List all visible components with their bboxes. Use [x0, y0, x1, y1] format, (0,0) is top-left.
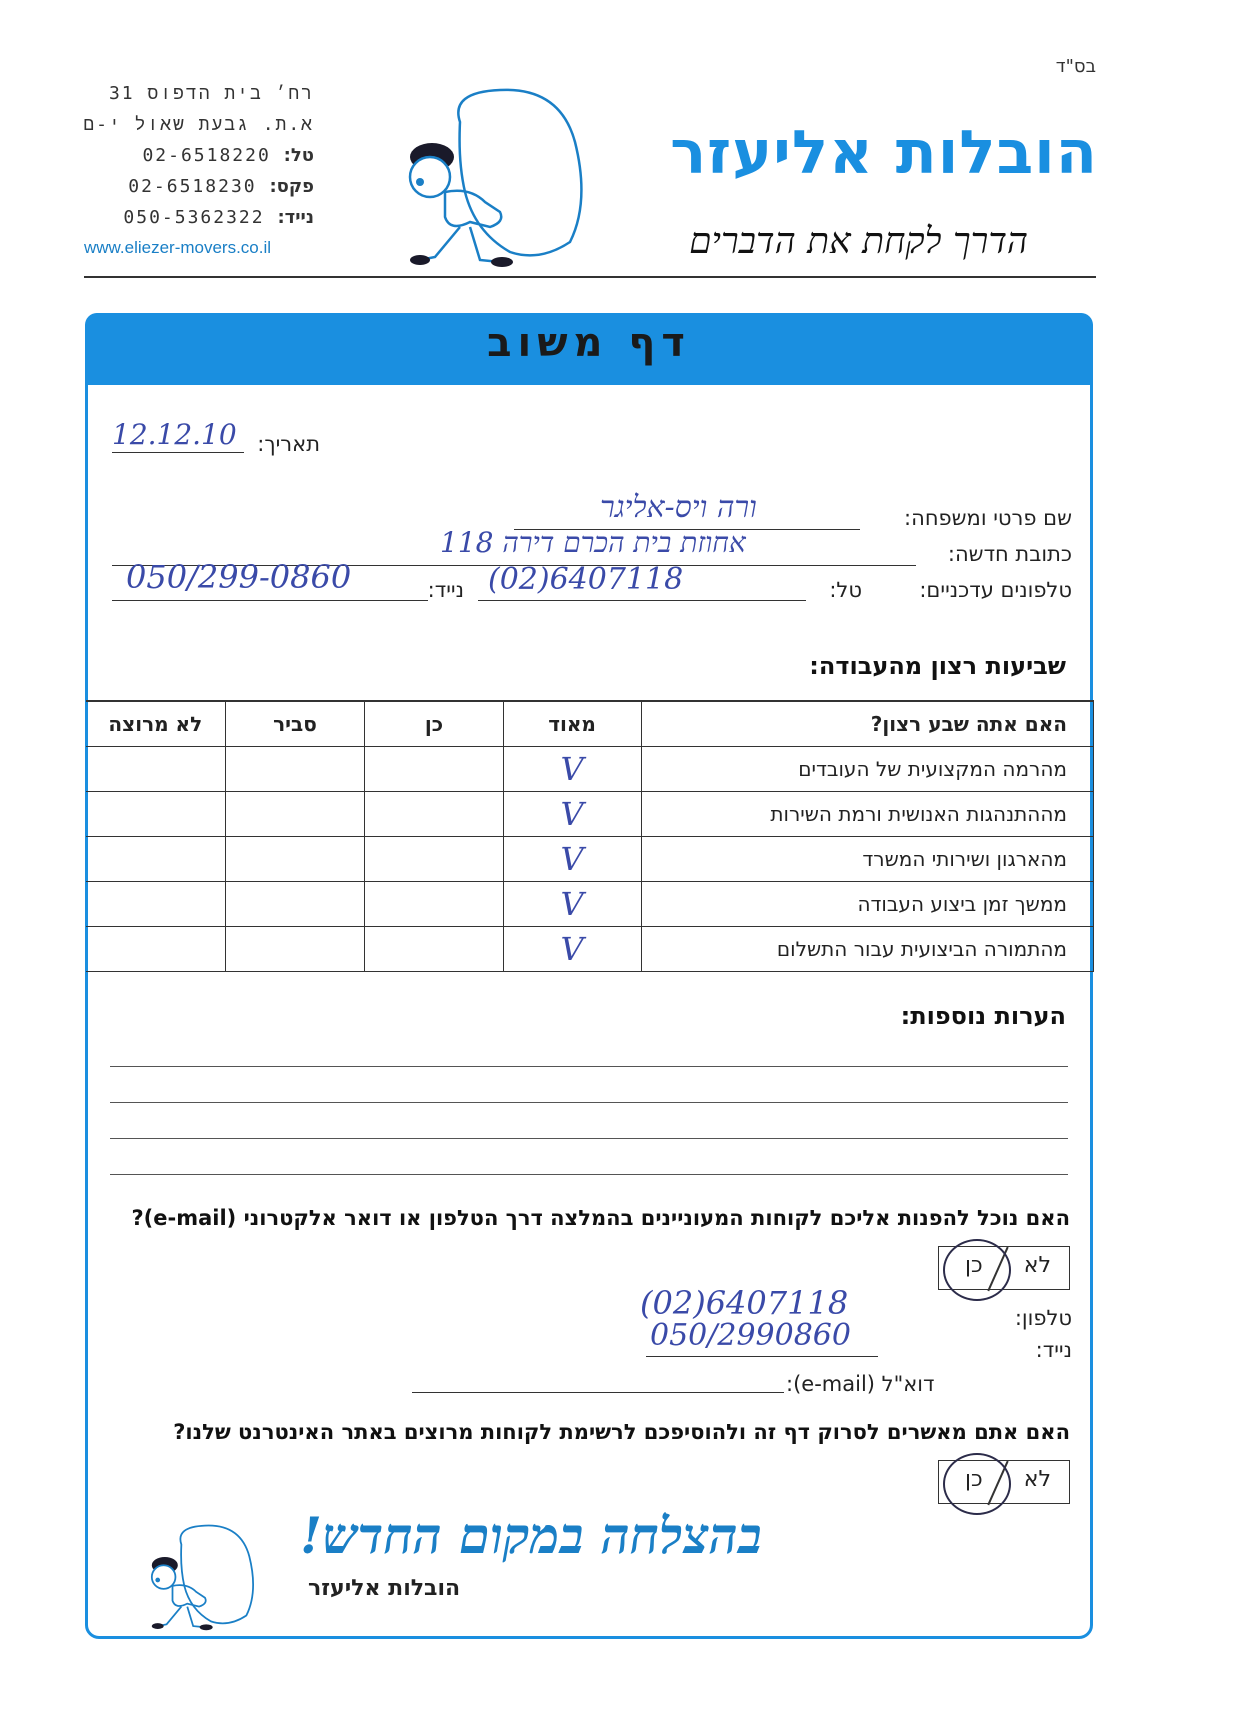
referral-yes-option[interactable]: כן — [965, 1253, 983, 1278]
row-question: מהרמה המקצועית של העובדים — [641, 747, 1093, 792]
date-value[interactable]: 12.12.10 — [112, 418, 237, 451]
notes-line[interactable] — [110, 1174, 1068, 1175]
phone-row — [84, 140, 314, 171]
mark-dissatisfied[interactable] — [86, 792, 225, 837]
notes-line[interactable] — [110, 1138, 1068, 1139]
form-title: דף משוב — [487, 320, 691, 366]
referral-phone-value[interactable]: (02)6407118 — [640, 1284, 849, 1322]
mobile-label: נייד: — [277, 207, 314, 228]
column-header-dissatisfied: לא מרוצה — [86, 701, 225, 747]
footer-company: הובלות אליעזר — [308, 1576, 461, 1601]
referral-email-line[interactable] — [412, 1392, 784, 1393]
mobile-line — [112, 600, 428, 601]
mark-very[interactable]: V — [503, 837, 641, 882]
referral-mobile-line — [646, 1356, 878, 1357]
mark-very[interactable]: V — [503, 927, 641, 972]
row-question: מההתנהגות האנושית ורמת השירות — [641, 792, 1093, 837]
mover-mascot-footer — [140, 1520, 270, 1640]
referral-email-label: דוא"ל (e-mail): — [786, 1372, 935, 1396]
publish-question: האם אתם מאשרים לסרוק דף זה ולהוסיפכם לרשימת לקוחות מרוצים באתר האינטרנט שלנו? — [173, 1420, 1070, 1444]
mark-dissatisfied[interactable] — [86, 882, 225, 927]
bsd-mark: בס"ד — [1055, 56, 1096, 77]
table-header-row — [86, 701, 1094, 747]
column-header-very: מאוד — [503, 701, 641, 747]
referral-mobile-label: נייד: — [1035, 1338, 1072, 1362]
header-divider — [84, 276, 1096, 278]
contact-block — [84, 78, 314, 233]
address-line-2: א.ת. גבעת שאול י-ם — [83, 114, 314, 135]
referral-no-option[interactable]: לא — [1023, 1253, 1051, 1278]
address-label: כתובת חדשה: — [947, 542, 1072, 566]
satisfaction-heading: שביעות רצון מהעבודה: — [809, 652, 1066, 680]
tel-label: טל: — [829, 578, 862, 602]
notes-line[interactable] — [110, 1066, 1068, 1067]
brand-name: הובלות אליעזר — [670, 118, 1098, 188]
fax-value: 02-6518230 — [128, 176, 257, 197]
mark-yes[interactable] — [365, 792, 503, 837]
mark-very[interactable]: V — [503, 882, 641, 927]
row-question: ממשך זמן ביצוע העבודה — [641, 882, 1093, 927]
mark-yes[interactable] — [365, 747, 503, 792]
column-header-reasonable: סביר — [225, 701, 365, 747]
mark-very[interactable]: V — [503, 747, 641, 792]
mover-mascot-logo — [390, 82, 610, 282]
address-value[interactable]: אחוזת בית הכרם דירה 118 — [440, 526, 746, 559]
referral-question: האם נוכל להפנות אליכם לקוחות המעוניינים בהמלצה דרך הטלפון או דואר אלקטרוני (e-mail)? — [131, 1206, 1070, 1230]
table-row — [86, 747, 1094, 792]
mobile-value: 050-5362322 — [123, 207, 265, 228]
mark-dissatisfied[interactable] — [86, 747, 225, 792]
tel-value[interactable]: (02)6407118 — [488, 562, 684, 597]
table-row — [86, 927, 1094, 972]
notes-heading: הערות נוספות: — [900, 1002, 1066, 1030]
fax-label: פקס: — [269, 176, 314, 197]
phone-label: טל: — [283, 145, 314, 166]
referral-phone-label: טלפון: — [1014, 1306, 1072, 1330]
selection-circle — [943, 1453, 1011, 1515]
selection-circle — [943, 1239, 1011, 1301]
publish-choice[interactable] — [938, 1460, 1070, 1504]
mark-reasonable[interactable] — [225, 927, 365, 972]
referral-mobile-value[interactable]: 050/2990860 — [650, 1318, 851, 1353]
mark-yes[interactable] — [365, 927, 503, 972]
mobile-form-value[interactable]: 050/299-0860 — [126, 558, 352, 596]
column-header-yes: כן — [365, 701, 503, 747]
mark-reasonable[interactable] — [225, 882, 365, 927]
table-row — [86, 792, 1094, 837]
row-question: מהארגון ושירותי המשרד — [641, 837, 1093, 882]
mark-dissatisfied[interactable] — [86, 837, 225, 882]
brand-slogan: הדרך לקחת את הדברים — [689, 221, 1028, 262]
tel-line — [478, 600, 806, 601]
row-question: מהתמורה הביצועית עבור התשלום — [641, 927, 1093, 972]
column-header-question: האם אתה שבע רצון? — [641, 701, 1093, 747]
good-luck-message: בהצלחה במקום החדש! — [300, 1506, 762, 1565]
mark-dissatisfied[interactable] — [86, 927, 225, 972]
publish-no-option[interactable]: לא — [1023, 1467, 1051, 1492]
mark-very[interactable]: V — [503, 792, 641, 837]
date-label: תאריך: — [257, 432, 320, 456]
address-line-1: רח׳ בית הדפוס 31 — [108, 83, 314, 104]
mark-yes[interactable] — [365, 837, 503, 882]
publish-yes-option[interactable]: כן — [965, 1467, 983, 1492]
table-row — [86, 882, 1094, 927]
website-link[interactable]: www.eliezer-movers.co.il — [84, 238, 272, 257]
notes-line[interactable] — [110, 1102, 1068, 1103]
mark-reasonable[interactable] — [225, 747, 365, 792]
mark-yes[interactable] — [365, 882, 503, 927]
referral-choice[interactable] — [938, 1246, 1070, 1290]
date-line — [112, 452, 244, 453]
phones-label: טלפונים עדכניים: — [919, 578, 1072, 602]
table-row — [86, 837, 1094, 882]
name-label: שם פרטי ומשפחה: — [904, 506, 1072, 530]
mark-reasonable[interactable] — [225, 837, 365, 882]
phone-value: 02-6518220 — [142, 145, 271, 166]
satisfaction-table — [86, 700, 1094, 972]
fax-row — [84, 171, 314, 202]
mobile-form-label: נייד: — [427, 578, 464, 602]
mark-reasonable[interactable] — [225, 792, 365, 837]
name-value[interactable]: ורה ויס-אליגר — [600, 490, 757, 525]
mobile-row — [84, 202, 314, 233]
